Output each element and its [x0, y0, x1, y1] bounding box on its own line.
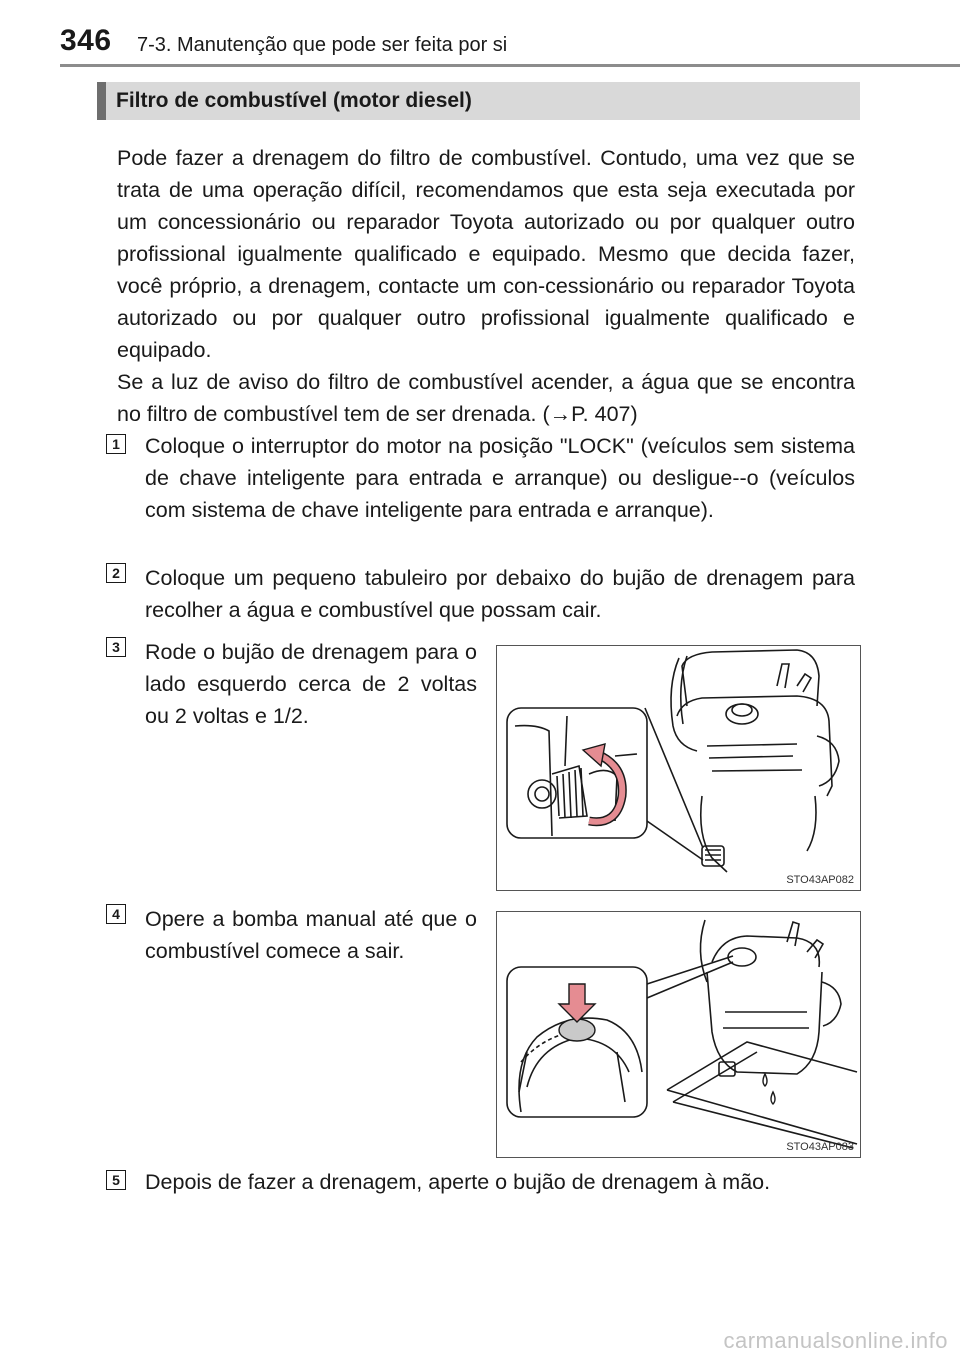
step-text-5: Depois de fazer a drenagem, aperte o bujão de drenagem à mão.: [145, 1170, 771, 1194]
intro-paragraph-2: Se a luz de aviso do filtro de combustível acender, a água que se encontra no filtro de combustível tem de ser drenada. (→P. 407): [117, 370, 855, 426]
step-text-2: Coloque um pequeno tabuleiro por debaixo do bujão de drenagem para recolher a água e combustível que possam cair.: [145, 566, 855, 622]
step-text-1: Coloque o interruptor do motor na posição "LOCK" (veículos sem sistema de chave inteligente para entrada e arranque) ou desligue--o (veículos com sistema de chave inteligente para entrada e arranque).: [145, 434, 855, 522]
step-number-1: 1: [106, 434, 126, 454]
hand-pump-press-illustration: [497, 912, 859, 1156]
figure-drain-plug: [496, 645, 861, 891]
step-number-5: 5: [106, 1170, 126, 1190]
watermark: carmanualsonline.info: [723, 1328, 948, 1353]
step-number-4: 4: [106, 904, 126, 924]
step-number-3: 3: [106, 637, 126, 657]
step-text-3: Rode o bujão de drenagem para o lado esquerdo cerca de 2 voltas ou 2 voltas e 1/2.: [145, 640, 477, 728]
section-accent: [97, 82, 106, 120]
chapter-title: 7-3. Manutenção que pode ser feita por si: [137, 34, 508, 56]
section-title: Filtro de combustível (motor diesel): [116, 89, 472, 112]
page-number: 346: [60, 24, 112, 57]
figure-hand-pump: [496, 911, 861, 1158]
intro-paragraph-1: Pode fazer a drenagem do filtro de combustível. Contudo, uma vez que se trata de uma operação difícil, recomendamos que esta seja executada por um concessionário ou reparador Toyota autorizado ou por qualquer outro profissional igualmente qualificado e equipado. Mesmo que decida fazer, você próprio, a drenagem, contacte um con-cessionário ou reparador Toyota autorizado ou por qualquer outro profissional igualmente qualificado e equipado.: [117, 146, 855, 362]
section-heading: [97, 82, 860, 120]
step-number-2: 2: [106, 563, 126, 583]
figure-code-2: STO43AP083: [786, 1141, 854, 1153]
header-rule: [60, 64, 960, 67]
drain-plug-rotate-illustration: [497, 646, 859, 889]
step-text-4: Opere a bomba manual até que o combustível comece a sair.: [145, 907, 477, 963]
figure-code-1: STO43AP082: [786, 874, 854, 886]
